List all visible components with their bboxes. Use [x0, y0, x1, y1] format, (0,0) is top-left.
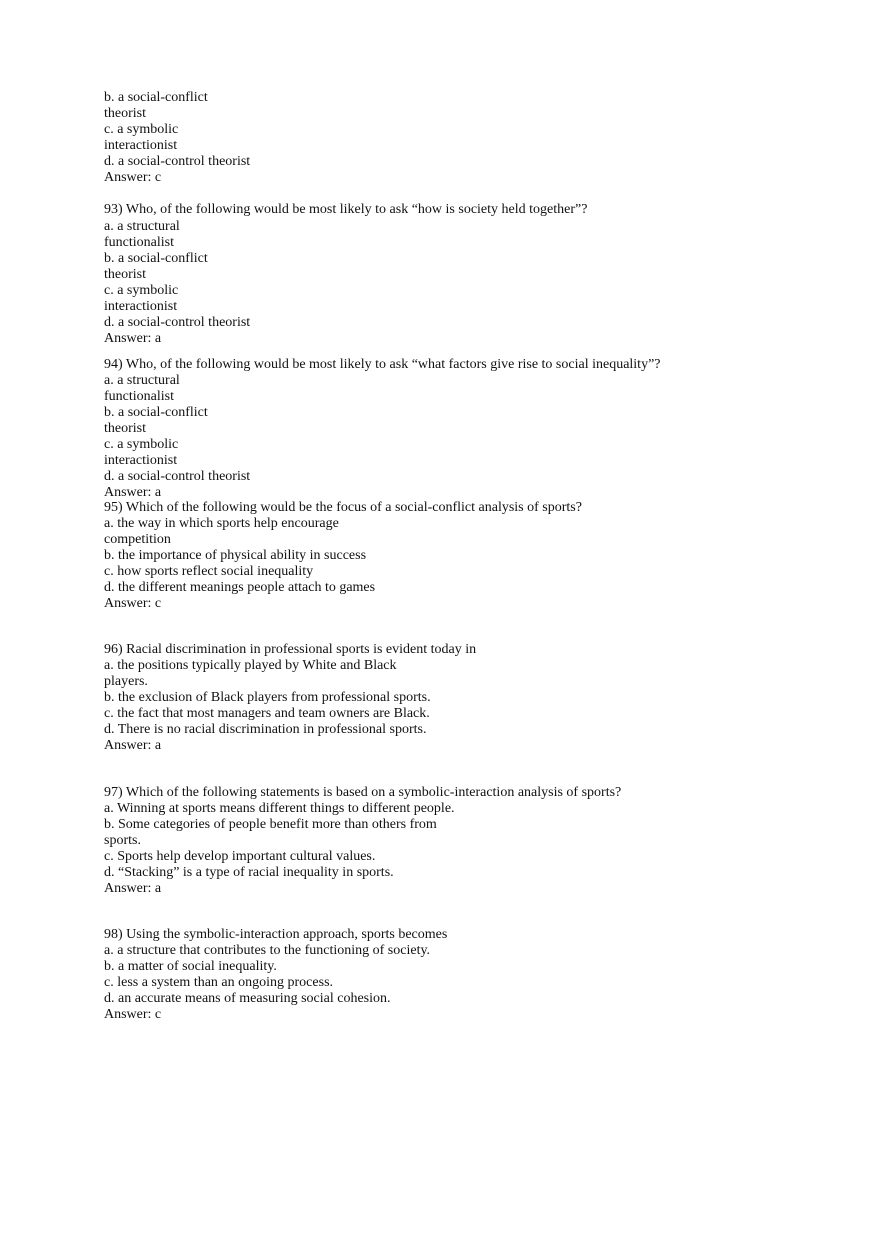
q96-option-a-line1: a. the positions typically played by White and Black: [104, 658, 397, 673]
q95-option-b: b. the importance of physical ability in success: [104, 548, 367, 563]
q93-option-d: d. a social-control theorist: [104, 315, 251, 330]
q92-option-b-line1: b. a social-conflict: [104, 90, 208, 105]
q93-option-b-line1: b. a social-conflict: [104, 251, 208, 266]
q94-option-a-line1: a. a structural: [104, 373, 180, 388]
q95-option-d: d. the different meanings people attach to games: [104, 580, 376, 595]
q94-option-a-line2: functionalist: [104, 389, 174, 404]
q96-option-a-line2: players.: [104, 674, 148, 689]
q94-option-c-line2: interactionist: [104, 453, 178, 468]
q95-question: 95) Which of the following would be the focus of a social-conflict analysis of sports?: [104, 500, 582, 515]
q93-option-c-line2: interactionist: [104, 299, 178, 314]
q98-option-c: c. less a system than an ongoing process.: [104, 975, 334, 990]
q93-option-a-line2: functionalist: [104, 235, 174, 250]
q93-question: 93) Who, of the following would be most likely to ask “how is society held together”?: [104, 202, 588, 217]
q97-option-d: d. “Stacking” is a type of racial inequality in sports.: [104, 865, 394, 880]
q96-option-b: b. the exclusion of Black players from professional sports.: [104, 690, 431, 705]
q94-option-c-line1: c. a symbolic: [104, 437, 179, 452]
q94-answer: Answer: a: [104, 485, 162, 500]
q94-option-b-line1: b. a social-conflict: [104, 405, 208, 420]
q96-option-d: d. There is no racial discrimination in professional sports.: [104, 722, 427, 737]
q93-answer: Answer: a: [104, 331, 162, 346]
q97-answer: Answer: a: [104, 881, 162, 896]
q97-option-c: c. Sports help develop important cultural values.: [104, 849, 376, 864]
q96-answer: Answer: a: [104, 738, 162, 753]
q95-option-a-line1: a. the way in which sports help encourage: [104, 516, 339, 531]
q97-option-a: a. Winning at sports means different things to different people.: [104, 801, 455, 816]
q92-option-c-line2: interactionist: [104, 138, 178, 153]
q92-answer: Answer: c: [104, 170, 162, 185]
q97-option-b-line2: sports.: [104, 833, 141, 848]
q98-option-d: d. an accurate means of measuring social cohesion.: [104, 991, 391, 1006]
q96-question: 96) Racial discrimination in professional sports is evident today in: [104, 642, 477, 657]
q98-option-b: b. a matter of social inequality.: [104, 959, 277, 974]
q96-option-c: c. the fact that most managers and team owners are Black.: [104, 706, 430, 721]
q92-option-d: d. a social-control theorist: [104, 154, 251, 169]
q93-option-c-line1: c. a symbolic: [104, 283, 179, 298]
q98-option-a: a. a structure that contributes to the functioning of society.: [104, 943, 431, 958]
q94-question: 94) Who, of the following would be most likely to ask “what factors give rise to social inequality”?: [104, 357, 661, 372]
q95-option-c: c. how sports reflect social inequality: [104, 564, 314, 579]
q97-option-b-line1: b. Some categories of people benefit more than others from: [104, 817, 437, 832]
q94-option-d: d. a social-control theorist: [104, 469, 251, 484]
q92-option-c-line1: c. a symbolic: [104, 122, 179, 137]
q94-option-b-line2: theorist: [104, 421, 146, 436]
q95-option-a-line2: competition: [104, 532, 171, 547]
q93-option-a-line1: a. a structural: [104, 219, 180, 234]
q98-answer: Answer: c: [104, 1007, 162, 1022]
q92-option-b-line2: theorist: [104, 106, 146, 121]
q97-question: 97) Which of the following statements is based on a symbolic-interaction analysis of sports?: [104, 785, 622, 800]
q98-question: 98) Using the symbolic-interaction approach, sports becomes: [104, 927, 448, 942]
q95-answer: Answer: c: [104, 596, 162, 611]
q93-option-b-line2: theorist: [104, 267, 146, 282]
